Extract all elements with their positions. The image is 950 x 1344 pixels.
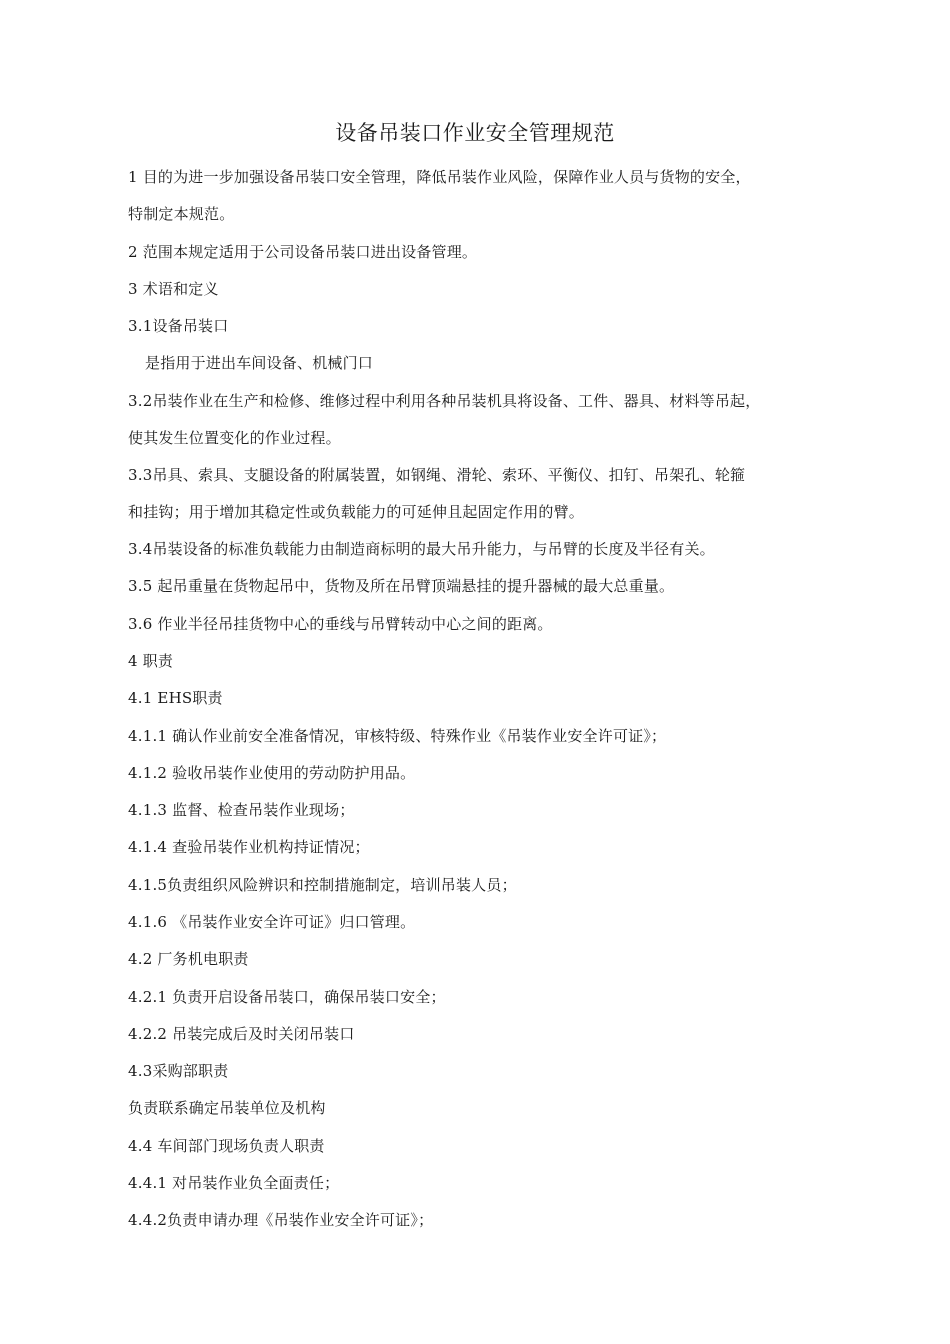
para-4-3: 4.3采购部职责 <box>128 1062 229 1080</box>
para-3-6: 3.6 作业半径吊挂货物中心的垂线与吊臂转动中心之间的距离。 <box>128 615 553 633</box>
para-4-1: 4.1 EHS职责 <box>128 689 223 707</box>
para-3-1: 3.1设备吊装口 <box>128 317 229 335</box>
para-3-4: 3.4吊装设备的标准负载能力由制造商标明的最大吊升能力，与吊臂的长度及半径有关。 <box>128 540 715 558</box>
para-4-2-2: 4.2.2 吊装完成后及时关闭吊装口 <box>128 1025 355 1043</box>
para-4-1-1: 4.1.1 确认作业前安全准备情况，审核特级、特殊作业《吊装作业安全许可证》； <box>128 727 667 745</box>
para-4-4: 4.4 车间部门现场负责人职责 <box>128 1137 325 1155</box>
section-4-heading: 4 职责 <box>128 652 174 670</box>
para-1-purpose-cont: 特制定本规范。 <box>128 205 235 223</box>
para-3-1-definition: 是指用于进出车间设备、机械门口 <box>145 354 374 372</box>
para-4-1-4: 4.1.4 查验吊装作业机构持证情况； <box>128 838 370 856</box>
para-3-3: 3.3吊具、索具、支腿设备的附属装置，如钢绳、滑轮、索环、平衡仪、扣钉、吊架孔、轮箍 <box>128 466 746 484</box>
para-4-1-5: 4.1.5负责组织风险辨识和控制措施制定，培训吊装人员； <box>128 876 517 894</box>
para-4-3-body: 负责联系确定吊装单位及机构 <box>128 1099 326 1117</box>
para-4-4-2: 4.4.2负责申请办理《吊装作业安全许可证》； <box>128 1211 434 1229</box>
para-4-1-3: 4.1.3 监督、检查吊装作业现场； <box>128 801 355 819</box>
para-3-2: 3.2吊装作业在生产和检修、维修过程中利用各种吊装机具将设备、工件、器具、材料等吊起， <box>128 392 761 410</box>
para-4-1-6: 4.1.6 《吊装作业安全许可证》归口管理。 <box>128 913 416 931</box>
para-4-2-1: 4.2.1 负责开启设备吊装口，确保吊装口安全； <box>128 988 446 1006</box>
section-3-heading: 3 术语和定义 <box>128 280 219 298</box>
document-title: 设备吊装口作业安全管理规范 <box>335 121 615 145</box>
para-3-3-cont: 和挂钩；用于增加其稳定性或负载能力的可延伸且起固定作用的臂。 <box>128 503 585 521</box>
para-4-4-1: 4.4.1 对吊装作业负全面责任； <box>128 1174 340 1192</box>
para-1-purpose: 1 目的为进一步加强设备吊装口安全管理，降低吊装作业风险，保障作业人员与货物的安全， <box>128 168 751 186</box>
para-2-scope: 2 范围本规定适用于公司设备吊装口进出设备管理。 <box>128 243 478 261</box>
para-4-2: 4.2 厂务机电职责 <box>128 950 249 968</box>
para-4-1-2: 4.1.2 验收吊装作业使用的劳动防护用品。 <box>128 764 416 782</box>
para-3-2-cont: 使其发生位置变化的作业过程。 <box>128 429 341 447</box>
para-3-5: 3.5 起吊重量在货物起吊中，货物及所在吊臂顶端悬挂的提升器械的最大总重量。 <box>128 577 675 595</box>
